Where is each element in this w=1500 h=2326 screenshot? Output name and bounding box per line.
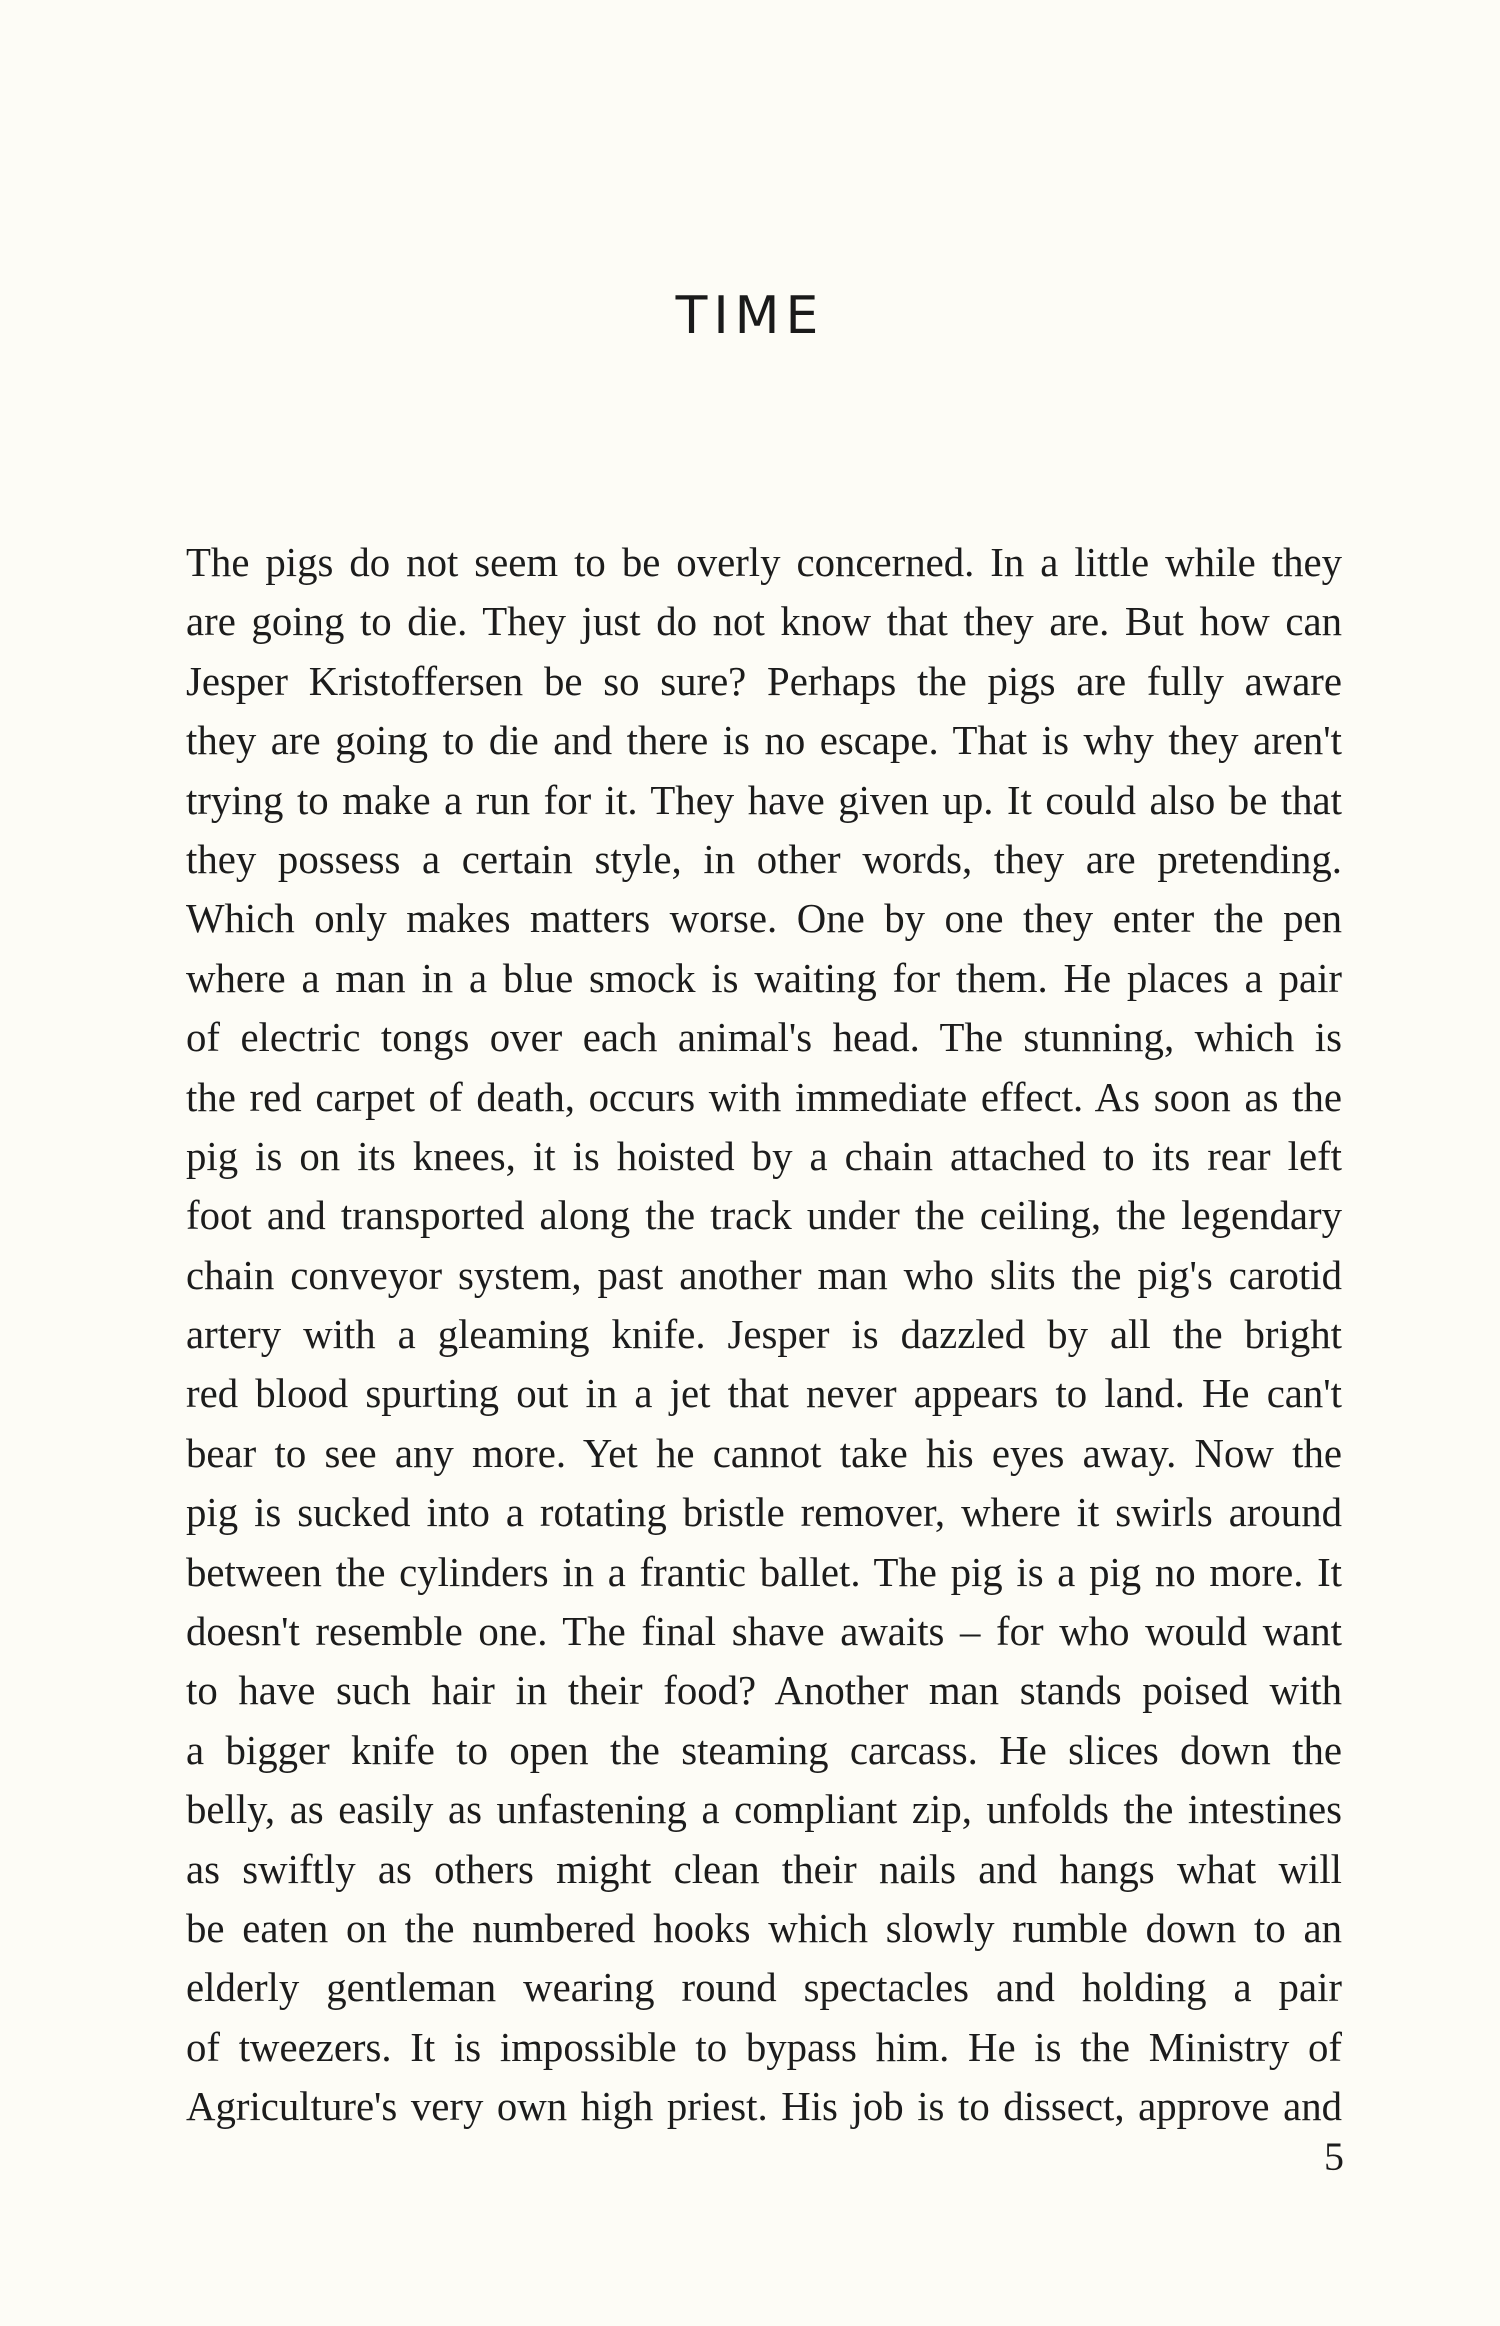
text-line: they are going to die and there is no escape. That is why they aren't <box>186 718 1342 764</box>
text-line: are going to die. They just do not know that they are. But how can <box>186 599 1342 645</box>
text-line: the red carpet of death, occurs with immediate effect. As soon as the <box>186 1074 1342 1120</box>
text-line: as swiftly as others might clean their nails and hangs what will <box>186 1846 1342 1892</box>
text-line: artery with a gleaming knife. Jesper is dazzled by all the bright <box>186 1312 1342 1358</box>
text-line: they possess a certain style, in other words, they are pretending. <box>186 836 1342 882</box>
text-line: belly, as easily as unfastening a compliant zip, unfolds the intestines <box>186 1787 1342 1833</box>
text-line: where a man in a blue smock is waiting for them. He places a pair <box>186 955 1342 1001</box>
text-line: chain conveyor system, past another man who slits the pig's carotid <box>186 1252 1342 1298</box>
text-line: pig is sucked into a rotating bristle remover, where it swirls around <box>186 1490 1342 1536</box>
text-line: to have such hair in their food? Another man stands poised with <box>186 1668 1342 1714</box>
text-line: bear to see any more. Yet he cannot take his eyes away. Now the <box>186 1430 1342 1476</box>
text-line: Jesper Kristoffersen be so sure? Perhaps the pigs are fully aware <box>186 658 1342 704</box>
body-text <box>186 533 1342 2137</box>
text-line: Agriculture's very own high priest. His job is to dissect, approve and <box>186 2084 1342 2130</box>
chapter-title: TIME <box>675 286 825 346</box>
text-line: The pigs do not seem to be overly concerned. In a little while they <box>186 540 1342 585</box>
text-line: pig is on its knees, it is hoisted by a chain attached to its rear left <box>186 1133 1342 1179</box>
text-line: of tweezers. It is impossible to bypass him. He is the Ministry of <box>186 2024 1342 2070</box>
text-line: doesn't resemble one. The final shave awaits – for who would want <box>186 1609 1342 1655</box>
text-line: a bigger knife to open the steaming carcass. He slices down the <box>186 1727 1342 1773</box>
text-line: trying to make a run for it. They have given up. It could also be that <box>186 777 1342 823</box>
text-line: elderly gentleman wearing round spectacles and holding a pair <box>186 1965 1342 2011</box>
text-line: between the cylinders in a frantic ballet. The pig is a pig no more. It <box>186 1549 1342 1595</box>
page-number: 5 <box>1324 2134 1344 2179</box>
text-line: Which only makes matters worse. One by one they enter the pen <box>186 896 1342 942</box>
text-line: red blood spurting out in a jet that never appears to land. He can't <box>186 1371 1342 1417</box>
text-line: be eaten on the numbered hooks which slowly rumble down to an <box>186 1905 1342 1951</box>
text-line: of electric tongs over each animal's head. The stunning, which is <box>186 1015 1342 1061</box>
text-line: foot and transported along the track under the ceiling, the legendary <box>186 1193 1342 1239</box>
